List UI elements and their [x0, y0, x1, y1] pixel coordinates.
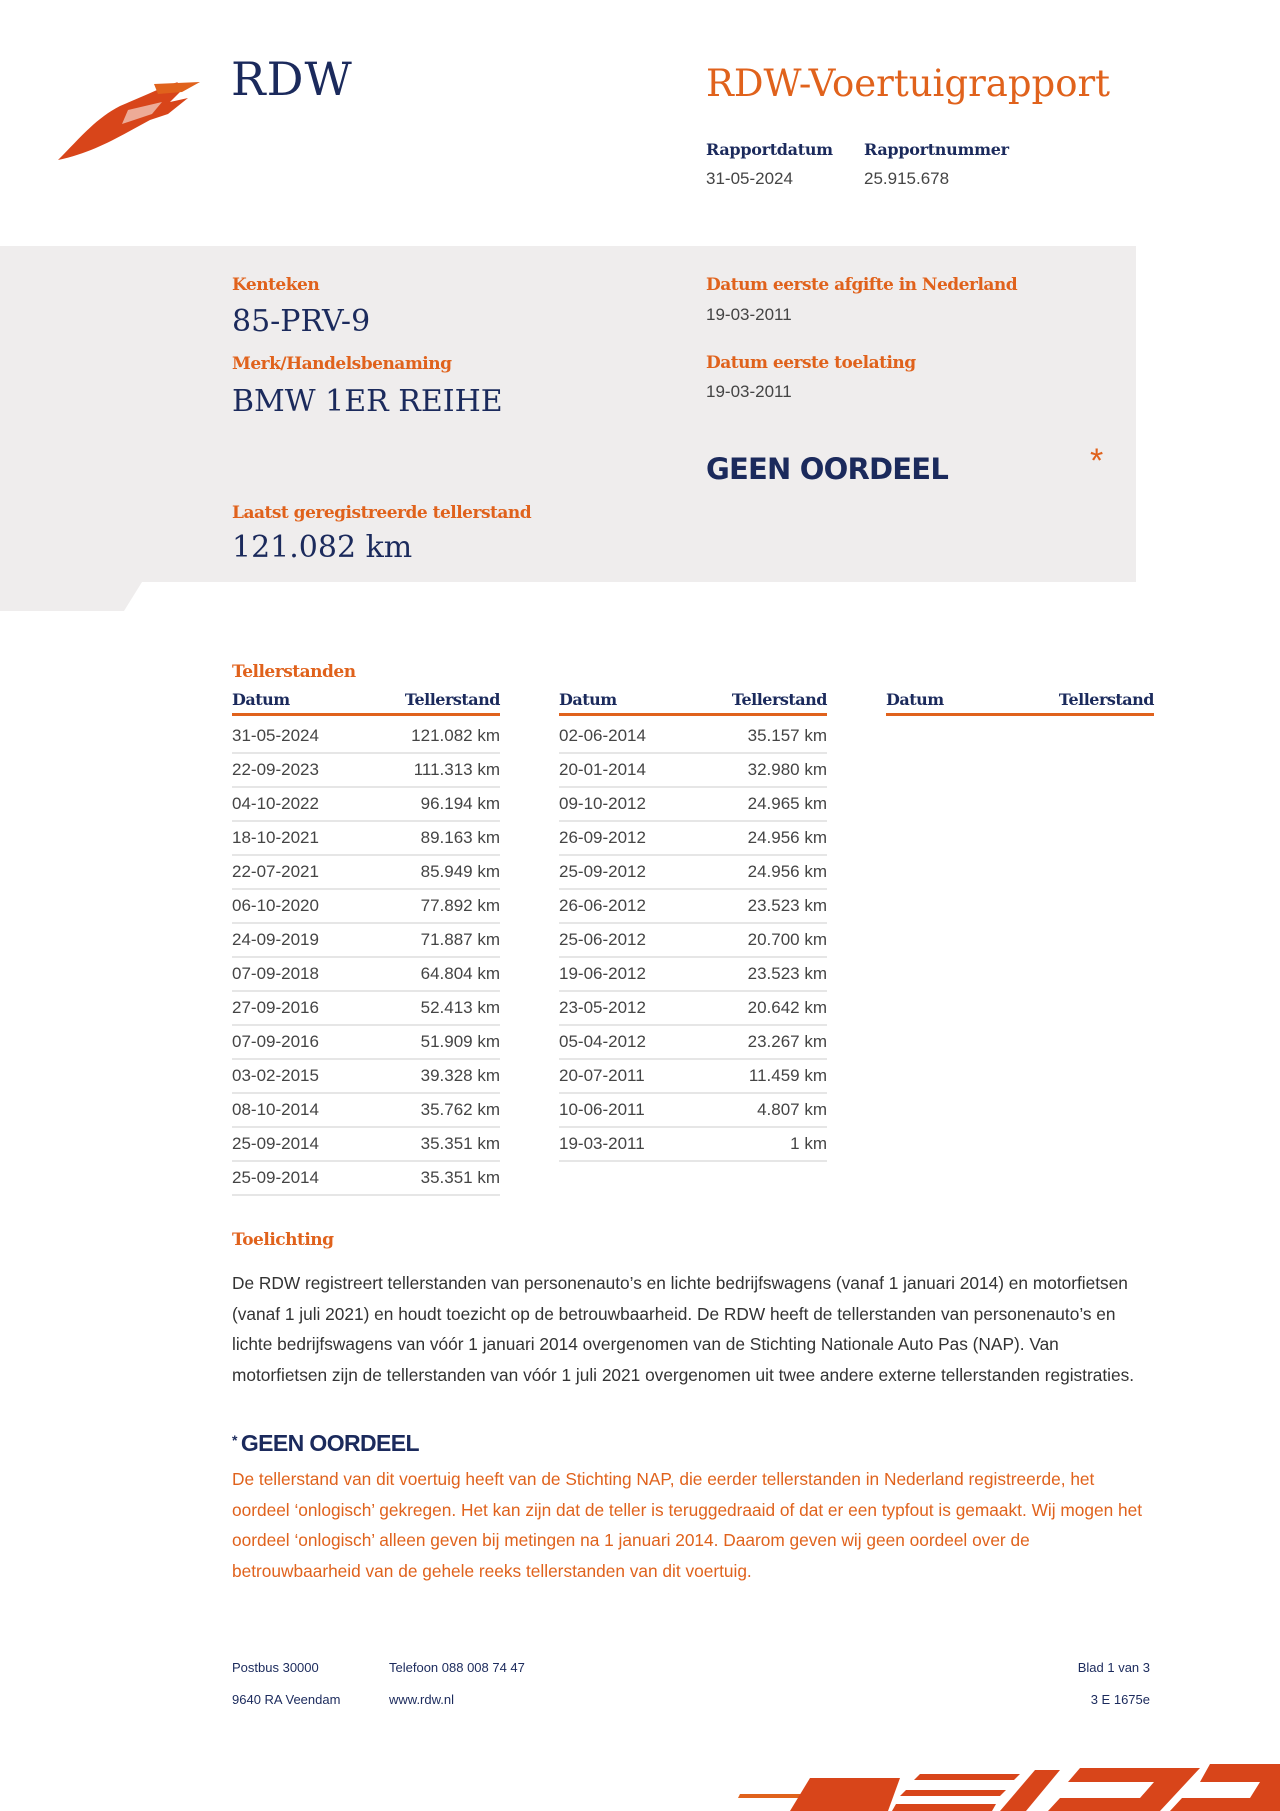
- reading-value: 77.892 km: [420, 896, 500, 915]
- reading-date: 22-07-2021: [232, 862, 319, 881]
- reading-date: 05-04-2012: [559, 1032, 646, 1051]
- reading-date: 25-06-2012: [559, 930, 646, 949]
- reading-date: 03-02-2015: [232, 1066, 319, 1085]
- reading-date: 19-03-2011: [559, 1134, 645, 1153]
- reading-row: [559, 856, 827, 890]
- readings-header: [559, 690, 827, 716]
- reading-value: 24.956 km: [747, 862, 827, 881]
- reading-date: 08-10-2014: [232, 1100, 319, 1119]
- reading-date: 25-09-2014: [232, 1168, 319, 1187]
- reading-date: 22-09-2023: [232, 760, 319, 779]
- footer-website[interactable]: www.rdw.nl: [389, 1692, 455, 1707]
- readings-rows: [232, 720, 500, 1196]
- odometer-label: Laatst geregistreerde tellerstand: [232, 503, 532, 523]
- reading-date: 25-09-2012: [559, 862, 646, 881]
- reading-date: 23-05-2012: [559, 998, 646, 1017]
- reading-row: [232, 992, 500, 1026]
- reading-date: 27-09-2016: [232, 998, 319, 1017]
- vehicle-summary-panel: [0, 246, 1136, 611]
- reading-row: [559, 788, 827, 822]
- verdict-footnote-marker: *: [232, 1432, 237, 1448]
- reading-row: [559, 1094, 827, 1128]
- reading-value: 35.157 km: [747, 726, 827, 745]
- reading-row: [232, 856, 500, 890]
- reading-row: [559, 1128, 827, 1162]
- footer-phone: Telefoon 088 008 74 47: [389, 1660, 525, 1675]
- odometer-value: 121.082 km: [232, 530, 413, 565]
- reading-date: 18-10-2021: [232, 828, 319, 847]
- reading-value: 35.351 km: [420, 1134, 500, 1153]
- reading-row: [232, 754, 500, 788]
- readings-title: Tellerstanden: [232, 662, 356, 682]
- report-number-label: Rapportnummer: [864, 140, 1009, 159]
- document-title: RDW-Voertuigrapport: [706, 62, 1111, 105]
- reading-date: 04-10-2022: [232, 794, 319, 813]
- brand-name: RDW: [231, 52, 353, 106]
- reading-value: 1 km: [790, 1134, 827, 1153]
- reading-date: 25-09-2014: [232, 1134, 319, 1153]
- plate-label: Kenteken: [232, 275, 320, 295]
- reading-value: 20.700 km: [747, 930, 827, 949]
- readings-column-3: [886, 690, 1154, 720]
- reading-date: 26-06-2012: [559, 896, 646, 915]
- reading-value: 89.163 km: [420, 828, 500, 847]
- reading-value: 11.459 km: [748, 1066, 827, 1085]
- reading-date: 20-01-2014: [559, 760, 646, 779]
- reading-date: 24-09-2019: [232, 930, 319, 949]
- reading-date: 07-09-2018: [232, 964, 319, 983]
- reading-value: 121.082 km: [411, 726, 500, 745]
- readings-header: [886, 690, 1154, 716]
- verdict-explanation-title: [232, 1430, 419, 1457]
- value-header: Tellerstand: [404, 690, 500, 709]
- reading-value: 32.980 km: [747, 760, 827, 779]
- explanation-text: De RDW registreert tellerstanden van personenauto’s en lichte bedrijfswagens (vanaf 1 januari 2014) en motorfietsen (vanaf 1 juli 2021) en houdt toezicht op de betrouwbaarheid. De RDW heeft de tellerstanden van personenauto’s en lichte bedrijfswagens van vóór 1 januari 2014 overgenomen van de Stichting Nationale Auto Pas (NAP). Van motorfietsen zijn de tellerstanden van vóór 1 juli 2021 overgenomen uit twee andere externe tellerstanden registraties.: [232, 1273, 1135, 1385]
- reading-row: [559, 924, 827, 958]
- reading-row: [232, 924, 500, 958]
- reading-value: 23.523 km: [747, 964, 827, 983]
- reading-row: [559, 720, 827, 754]
- reading-date: 10-06-2011: [559, 1100, 645, 1119]
- reading-row: [232, 1162, 500, 1196]
- reading-value: 23.267 km: [747, 1032, 827, 1051]
- readings-column-1: [232, 690, 500, 1196]
- reading-row: [559, 1060, 827, 1094]
- reading-value: 20.642 km: [747, 998, 827, 1017]
- reading-row: [559, 958, 827, 992]
- rdw-logo-icon: [58, 80, 208, 162]
- reading-value: 71.887 km: [420, 930, 500, 949]
- reading-row: [232, 890, 500, 924]
- verdict-status: GEEN OORDEEL: [706, 452, 948, 486]
- reading-date: 06-10-2020: [232, 896, 319, 915]
- reading-value: 23.523 km: [747, 896, 827, 915]
- reading-row: [232, 1060, 500, 1094]
- explanation-title: Toelichting: [232, 1230, 334, 1250]
- reading-row: [559, 992, 827, 1026]
- make-label: Merk/Handelsbenaming: [232, 354, 452, 374]
- reading-row: [232, 1026, 500, 1060]
- reading-row: [559, 890, 827, 924]
- first-registration-nl-label: Datum eerste afgifte in Nederland: [706, 275, 1018, 295]
- date-header: Datum: [886, 690, 944, 709]
- first-admission-value: 19-03-2011: [706, 382, 792, 401]
- reading-date: 31-05-2024: [232, 726, 319, 745]
- reading-date: 20-07-2011: [559, 1066, 645, 1085]
- reading-value: 111.313 km: [413, 760, 500, 779]
- report-date: 31-05-2024: [706, 169, 793, 188]
- report-number: 25.915.678: [864, 169, 950, 188]
- reading-row: [232, 1128, 500, 1162]
- reading-row: [232, 788, 500, 822]
- reading-row: [232, 720, 500, 754]
- verdict-footnote-marker: *: [1090, 442, 1104, 480]
- reading-value: 4.807 km: [757, 1100, 827, 1119]
- reading-row: [232, 822, 500, 856]
- reading-value: 35.762 km: [420, 1100, 500, 1119]
- readings-header: [232, 690, 500, 716]
- date-header: Datum: [232, 690, 290, 709]
- reading-value: 64.804 km: [420, 964, 500, 983]
- make-value: BMW 1ER REIHE: [232, 384, 503, 419]
- reading-value: 85.949 km: [420, 862, 500, 881]
- footer-page-number: Blad 1 van 3: [1077, 1660, 1150, 1675]
- reading-date: 07-09-2016: [232, 1032, 319, 1051]
- reading-value: 24.956 km: [747, 828, 827, 847]
- reading-value: 52.413 km: [420, 998, 500, 1017]
- plate-value: 85-PRV-9: [232, 304, 371, 339]
- date-header: Datum: [559, 690, 617, 709]
- reading-date: 09-10-2012: [559, 794, 646, 813]
- reading-row: [559, 754, 827, 788]
- reading-date: 02-06-2014: [559, 726, 646, 745]
- reading-row: [559, 822, 827, 856]
- first-admission-label: Datum eerste toelating: [706, 353, 916, 373]
- value-header: Tellerstand: [731, 690, 827, 709]
- reading-value: 35.351 km: [420, 1168, 500, 1187]
- verdict-explanation-heading: GEEN OORDEEL: [240, 1430, 419, 1456]
- reading-row: [559, 1026, 827, 1060]
- reading-value: 39.328 km: [420, 1066, 500, 1085]
- footer-document-code: 3 E 1675e: [1090, 1692, 1150, 1707]
- reading-value: 96.194 km: [420, 794, 500, 813]
- reading-row: [232, 1094, 500, 1128]
- reading-date: 26-09-2012: [559, 828, 646, 847]
- reading-value: 24.965 km: [747, 794, 827, 813]
- footer-po-box: Postbus 30000: [232, 1660, 319, 1675]
- reading-date: 19-06-2012: [559, 964, 646, 983]
- rdw-stripes-icon: [730, 1760, 1280, 1811]
- first-registration-nl-value: 19-03-2011: [706, 305, 792, 324]
- value-header: Tellerstand: [1058, 690, 1154, 709]
- readings-column-2: [559, 690, 827, 1162]
- footer-city: 9640 RA Veendam: [232, 1692, 341, 1707]
- report-date-label: Rapportdatum: [706, 140, 833, 159]
- reading-row: [232, 958, 500, 992]
- reading-value: 51.909 km: [420, 1032, 500, 1051]
- readings-rows: [559, 720, 827, 1162]
- verdict-explanation-text: De tellerstand van dit voertuig heeft van de Stichting NAP, die eerder tellerstanden in Nederland registreerde, het oordeel ‘onlogisch’ gekregen. Het kan zijn dat de teller is teruggedraaid of dat er een typfout is gemaakt. Wij mogen het oordeel ‘onlogisch’ alleen geven bij metingen na 1 januari 2014. Daarom geven wij geen oordeel over de betrouwbaarheid van de gehele reeks tellerstanden van dit voertuig.: [232, 1469, 1143, 1581]
